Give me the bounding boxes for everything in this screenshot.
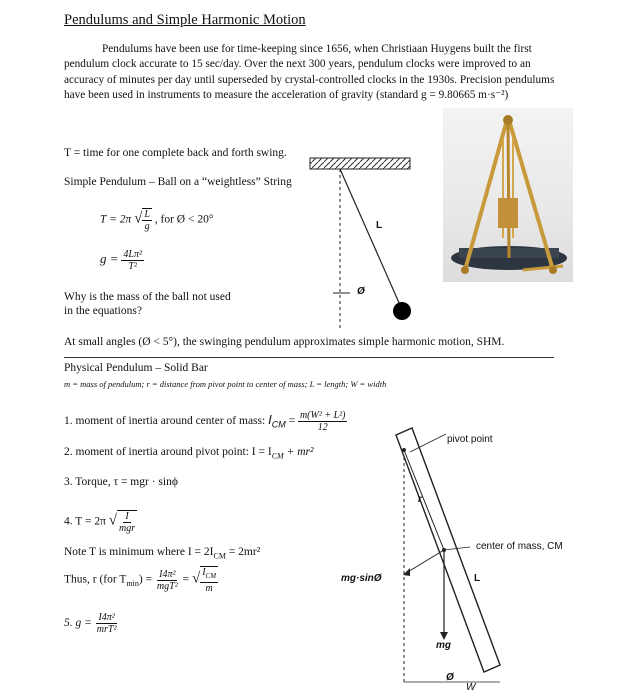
inertia-cm-lhs: I	[268, 412, 272, 428]
inertia-pivot-tail: + mr²	[283, 446, 314, 458]
inertia-cm-item: 1. moment of inertia around center of mass: $I_{CM}$ = $\frac{\text{m(W² + L²)}}{12}$	[64, 410, 346, 433]
inertia-cm-text: 1. moment of inertia around center of mass:	[64, 415, 266, 428]
gravity-physical-den: mrT²	[96, 624, 117, 635]
thus-eq: =	[182, 573, 190, 586]
thus-rnum-sub: CM	[205, 572, 217, 580]
torque-arrow	[406, 550, 444, 573]
simple-pendulum-diagram	[300, 150, 450, 335]
gravity-eq-den: T²	[128, 261, 137, 272]
mass-question-line1: Why is the mass of the ball not used	[64, 291, 231, 303]
thus-mid: ) =	[138, 573, 153, 586]
shm-note: At small angles (Ø < 5°), the swinging pendulum approximates simple harmonic motion, SHM.	[64, 336, 505, 348]
pendulum-tripod-photo	[443, 108, 573, 282]
thus-rnum: I	[202, 567, 206, 578]
gravity-physical-left: 5. g =	[64, 617, 92, 630]
torque-item: 3. Torque, τ = mgr · sinϕ	[64, 476, 178, 488]
thus-num: I4π²	[159, 568, 176, 580]
inertia-pivot-item	[64, 446, 313, 460]
radius-label: r	[418, 494, 422, 505]
period-eq-den: g	[144, 221, 150, 232]
variable-definitions: m = mass of pendulum; r = distance from pivot point to center of mass; L = length; W = width	[64, 379, 387, 389]
period-physical-num: I	[125, 511, 129, 522]
minimum-note-sub: CM	[213, 551, 226, 561]
physical-pendulum-heading: Physical Pendulum – Solid Bar	[64, 362, 208, 374]
string-length-label: L	[376, 220, 383, 231]
mg-label: mg	[436, 640, 451, 651]
period-eq-condition: , for Ø < 20°	[154, 213, 214, 226]
pivot-point-label: pivot point	[447, 434, 493, 445]
pendulum-string	[340, 169, 400, 305]
minimum-note-text: Note T is minimum where I = 2I	[64, 546, 214, 558]
page-title: Pendulums and Simple Harmonic Motion	[64, 12, 306, 28]
period-physical-den: mgr	[119, 523, 136, 534]
thus-left: Thus, r (for T	[64, 573, 127, 586]
swing-angle-label: Ø	[357, 286, 365, 297]
period-eq-left: T = 2π	[100, 213, 132, 226]
center-of-mass-label: center of mass, CM	[476, 541, 563, 552]
period-equation: T = 2π √ $\frac{L}{g}$ , for Ø < 20°	[100, 209, 214, 232]
physical-pendulum-diagram	[340, 410, 510, 695]
inertia-cm-lhs-sub: CM	[271, 419, 286, 430]
intro-paragraph: Pendulums have been use for time-keeping since 1656, when Christiaan Huygens built the first pendulum clock accurate to 15 sec/day. Over the next 300 years, pendulum clocks were improved to an accuracy of minutes per day until superseded by crystal-controlled clocks in the 1930s. Precision pendulums have been used in instruments to measure the acceleration of gravity (standard g = 9.80665 m·s⁻²)	[64, 43, 555, 101]
pivot-point-dot	[402, 448, 406, 452]
minimum-note	[64, 546, 260, 560]
section-divider	[64, 357, 554, 358]
gravity-physical-num: I4π²	[98, 612, 115, 623]
inertia-cm-num: m(W² + L²)	[299, 410, 346, 421]
bar-length-label: L	[474, 573, 481, 584]
thus-rden: m	[205, 583, 213, 594]
ceiling-support	[310, 158, 410, 169]
bar-angle-label: Ø	[446, 672, 454, 683]
gravity-equation	[100, 249, 144, 272]
simple-pendulum-heading: Simple Pendulum – Ball on a “weightless” String	[64, 176, 292, 188]
inertia-pivot-text: 2. moment of inertia around pivot point: I = I	[64, 446, 272, 458]
minimum-note-tail: = 2mr²	[225, 546, 261, 558]
period-physical-left: 4. T = 2π	[64, 515, 106, 528]
mass-question-line2: in the equations?	[64, 305, 142, 317]
gravity-eq-left: g =	[100, 251, 119, 267]
thus-sub: min	[126, 578, 139, 588]
gravity-physical-item	[64, 612, 118, 635]
period-eq-num: L	[144, 209, 150, 220]
pendulum-ball	[393, 302, 411, 320]
period-definition: T = time for one complete back and forth swing.	[64, 147, 287, 159]
period-physical-item: 4. T = 2π √ $\frac{I}{\text{mgr}}$	[64, 511, 136, 534]
inertia-cm-den: 12	[317, 422, 328, 433]
thus-den: mgT²	[156, 580, 178, 592]
gravity-eq-num: 4Lπ²	[123, 249, 142, 260]
radius-min-equation: Thus, r (for $T_{min}$) = $\frac{\text{I4π²}}{\text{mgT²}}$ = √ $\frac{I_{CM}}{m}$	[64, 567, 217, 594]
bar-width-label: W	[466, 682, 476, 693]
gravity-arrowhead	[440, 632, 448, 640]
mg-sin-label: mg·sinØ	[341, 573, 382, 584]
inertia-pivot-sub: CM	[271, 451, 284, 461]
